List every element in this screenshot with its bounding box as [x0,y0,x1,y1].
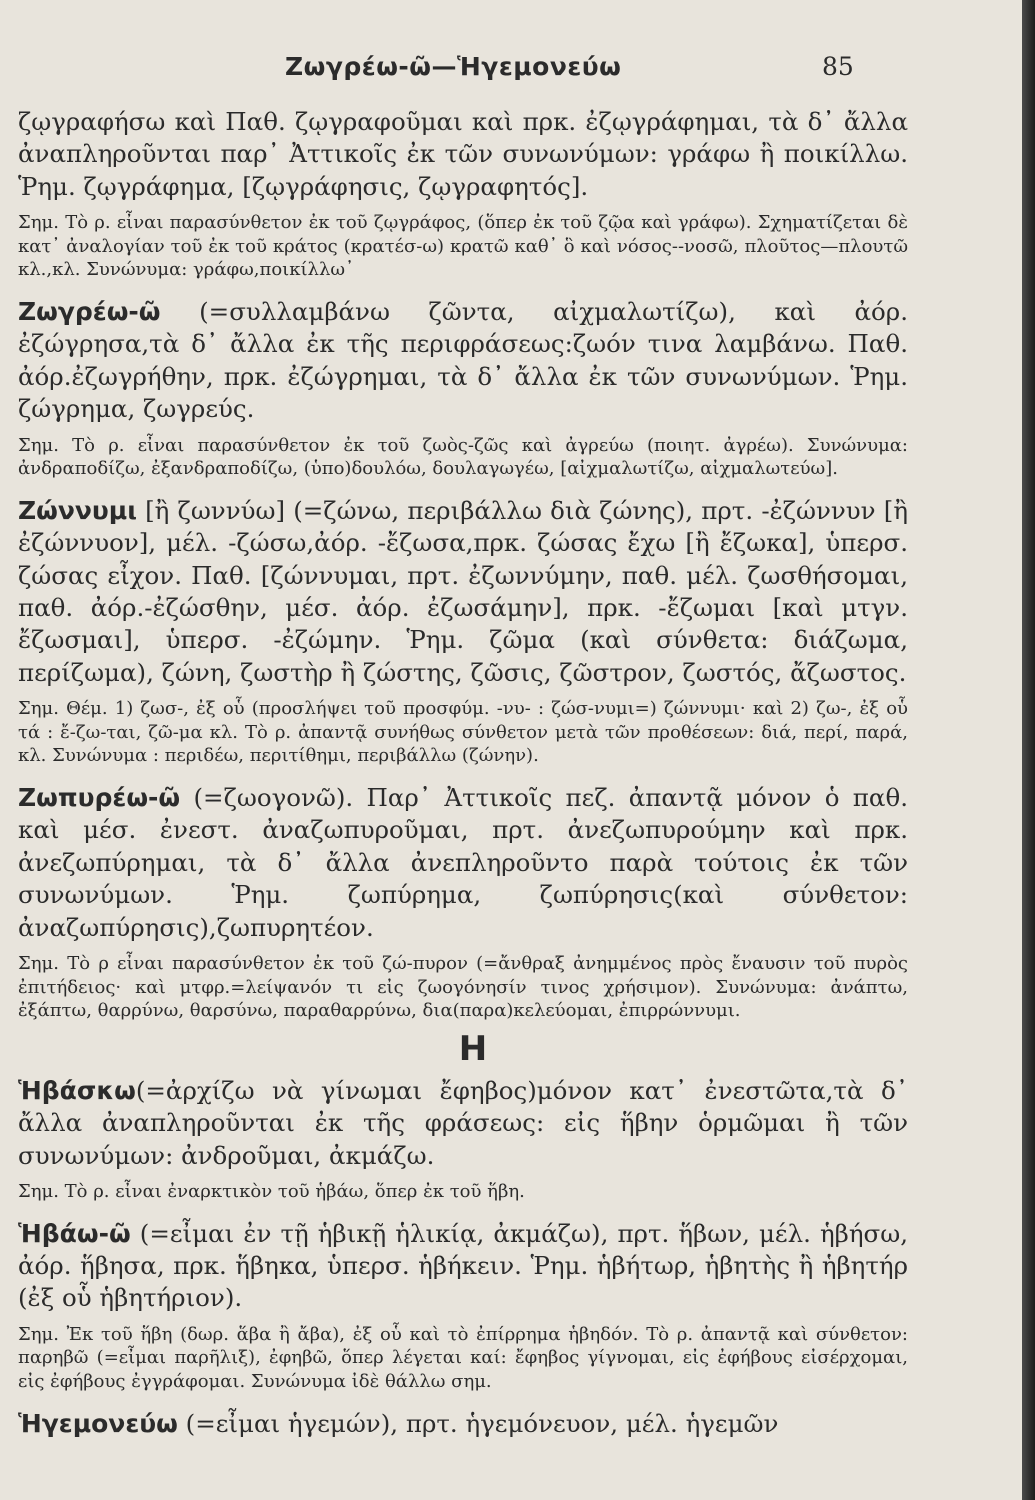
book-edge-shadow [1022,0,1035,1500]
dictionary-entry [18,1075,908,1172]
dictionary-entry [18,1218,908,1315]
entry-headword: Ἡγεμονεύω [18,1408,178,1438]
dictionary-entry [18,495,908,689]
entry-headword: Ζωγρέω-ῶ [18,297,161,326]
page-header [0,52,1022,92]
page-content [18,106,908,1440]
entry-note: Σημ. Τὸ ρ. εἶναι ἐναρκτικὸν τοῦ ἡβάω, ὅπερ ἐκ τοῦ ἥβη. [18,1181,525,1203]
entry-note: Σημ. Τὸ ρ. εἶναι παρασύνθετον ἐκ τοῦ ζῳγράφος, (ὅπερ ἐκ τοῦ ζῷα καὶ γράφω). Σχηματίζεται δὲ κατ᾽ ἀναλογίαν τοῦ ἐκ τοῦ κράτος (κρατέσ-ω) κρατῶ καθ᾽ ὃ καὶ νόσος--νοσῶ, πλοῦτος—πλουτῶ κλ.,κλ. Συνώνυμα: γράφω,ποικίλλω᾽ [18,212,908,281]
dictionary-entry [18,1408,908,1440]
page-number: 85 [822,52,854,81]
entry-body: ζῳγραφήσω καὶ Παθ. ζῳγραφοῦμαι καὶ πρκ. ἐζῳγράφημαι, τὰ δ᾽ ἄλλα ἀναπληροῦνται παρ᾽ Ἀττικοῖς ἐκ τῶν συνωνύμων: γράφω ἢ ποικίλλω. Ῥημ. ζῳγράφημα, [ζῳγράφησις, ζῳγραφητός]. [18,107,908,201]
entry-headword: Ἡβάω-ῶ [18,1218,131,1248]
entry-body: [ἢ ζωννύω] (=ζώνω, περιβάλλω διὰ ζώνης), πρτ. -ἐζώννυν [ἢ ἐζώννυον], μέλ. -ζώσω,ἀόρ. -ἔζωσα,πρκ. ζώσας ἔχω [ἢ ἔζωκα], ὑπερσ. ζώσας εἶχον. Παθ. [ζώννυμαι, πρτ. ἐζωννύμην, παθ. μέλ. ζωσθήσομαι, παθ. ἀόρ.-ἐζώσθην, μέσ. ἀόρ. ἐζωσάμην], πρκ. -ἔζωμαι [καὶ μτγν. ἔζωσμαι], ὑπερσ. -ἐζώμην. Ῥημ. ζῶμα (καὶ σύνθετα: διάζωμα, περίζωμα), ζώνη, ζωστὴρ ἢ ζώστης, ζῶσις, ζῶστρον, ζωστός, ἄζωστος. [18,495,908,687]
running-title: Ζωγρέω-ῶ—Ἡγεμονεύω [285,52,622,81]
entry-note: Σημ. Ἐκ τοῦ ἥβη (δωρ. ἅβα ἢ ἄβα), ἐξ οὗ καὶ τὸ ἐπίρρημα ἡβηδόν. Τὸ ρ. ἀπαντᾷ καὶ σύνθετον: παρηβῶ (=εἶμαι παρῆλιξ), ἐφηβῶ, ὅπερ λέγεται καί: ἔφηβος γίγνομαι, εἰς ἐφήβους εἰσέρχομαι, εἰς ἐφήβους ἐγγράφομαι. Συνώνυμα ἰδὲ θάλλω σημ. [18,1323,908,1393]
entry-body: (=εἶμαι ἡγεμών), πρτ. ἡγεμόνευον, μέλ. ἡγεμῶν [177,1408,779,1438]
entry-note: Σημ. Θέμ. 1) ζωσ-, ἐξ οὗ (προσλήψει τοῦ προσφύμ. -νυ- : ζώσ-νυμι=) ζώννυμι· καὶ 2) ζω-, ἐξ οὗ τά : ἔ-ζω-ται, ζῶ-μα κλ. Τὸ ρ. ἀπαντᾷ συνήθως σύνθετον μετὰ τῶν προθέσεων: διά, περί, παρά, κλ. Συνώνυμα : περιδέω, περιτίθημι, περιβάλλω (ζώνην). [18,698,908,767]
entry-body: (=ἀρχίζω νὰ γίνωμαι ἔφηβος)μόνον κατ᾽ ἐνεστῶτα,τὰ δ᾽ ἄλλα ἀναπληροῦνται ἐκ τῆς φράσεως: εἰς ἥβην ὁρμῶμαι ἢ τῶν συνωνύμων: ἀνδροῦμαι, ἀκμάζω. [18,1075,908,1170]
entry-body: (=ζωογονῶ). Παρ᾽ Ἀττικοῖς πεζ. ἀπαντᾷ μόνον ὁ παθ. καὶ μέσ. ἐνεστ. ἀναζωπυροῦμαι, πρτ. ἀνεζωπυρούμην καὶ πρκ. ἀνεζωπύρημαι, τὰ δ᾽ ἄλλα ἀνεπληροῦντο παρὰ τούτοις ἐκ τῶν συνωνύμων. Ῥημ. ζωπύρημα, ζωπύρησις(καὶ σύνθετον: ἀναζωπύρησις),ζωπυρητέον. [18,783,908,942]
section-letter: Η [458,1028,488,1069]
entry-headword: Ἡβάσκω [18,1075,136,1105]
entry-body: (=εἶμαι ἐν τῇ ἡβικῇ ἡλικίᾳ, ἀκμάζω), πρτ. ἥβων, μέλ. ἡβήσω, ἀόρ. ἥβησα, πρκ. ἥβηκα, ὑπερσ. ἡβήκειν. Ῥημ. ἡβήτωρ, ἡβητὴς ἢ ἡβητήρ (ἐξ οὗ ἡβητήριον). [18,1218,908,1313]
entry-body: (=συλλαμβάνω ζῶντα, αἰχμαλωτίζω), καὶ ἀόρ. ἐζώγρησα,τὰ δ᾽ ἄλλα ἐκ τῆς περιφράσεως:ζωόν τινα λαμβάνω. Παθ. ἀόρ.ἐζωγρήθην, πρκ. ἐζώγρημαι, τὰ δ᾽ ἄλλα ἐκ τῶν συνωνύμων. Ῥημ. ζώγρημα, ζωγρεύς. [18,297,908,424]
entry-continuation [18,106,908,203]
entry-note: Σημ. Τὸ ρ. εἶναι παρασύνθετον ἐκ τοῦ ζωὸς-ζῶς καὶ ἀγρεύω (ποιητ. ἀγρέω). Συνώνυμα: ἀνδραποδίζω, ἐξανδραποδίζω, (ὑπο)δουλόω, δουλαγωγέω, [αἰχμαλωτίζω, αἰχμαλωτεύω]. [18,434,908,480]
dictionary-entry [18,296,908,426]
entry-note: Σημ. Τὸ ρ εἶναι παρασύνθετον ἐκ τοῦ ζώ-πυρον (=ἄνθραξ ἀνημμένος πρὸς ἔναυσιν τοῦ πυρὸς ἐπιτήδειος· καὶ μτφρ.=λείψανόν τι εἰς ζωογόνησίν τινος χρήσιμον). Συνώνυμα: ἀνάπτω, ἐξάπτω, θαρρύνω, θαρσύνω, παραθαρρύνω, δια(παρα)κελεύομαι, ἐπιρρώννυμι. [18,953,908,1022]
dictionary-entry [18,782,908,944]
entry-headword: Ζώννυμι [18,495,137,525]
entry-headword: Ζωπυρέω-ῶ [18,783,181,813]
